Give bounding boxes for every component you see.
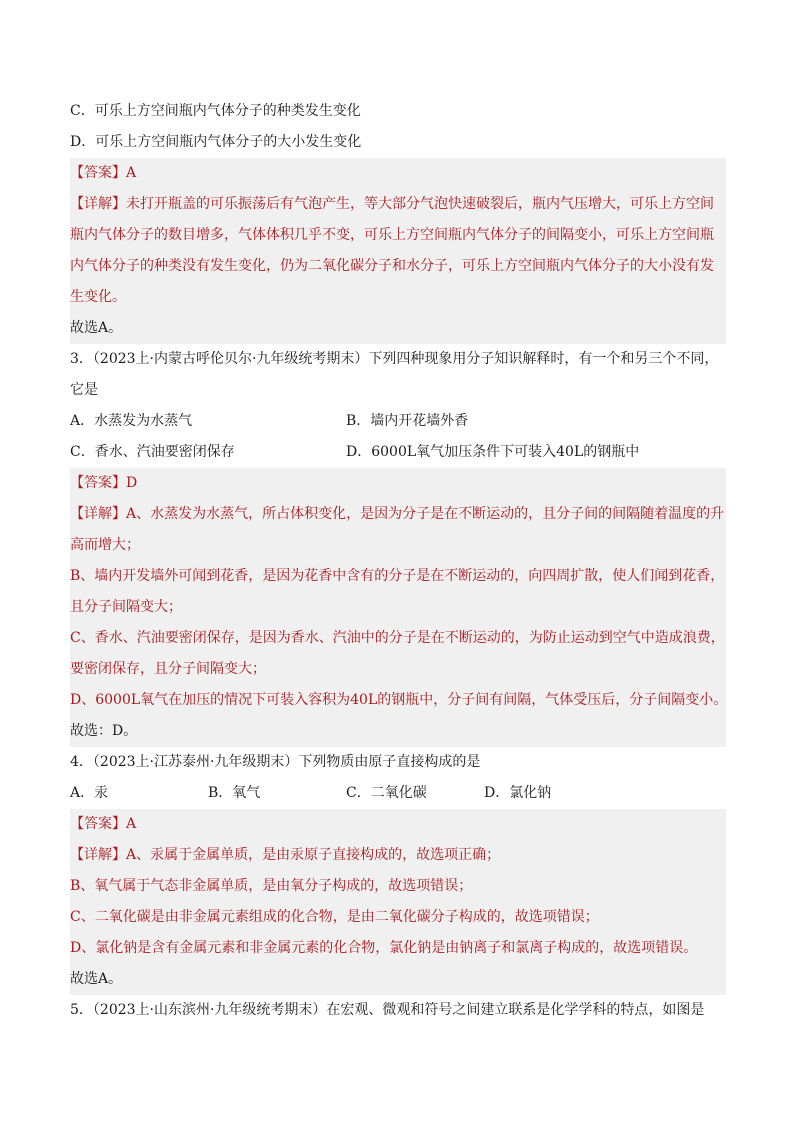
q3-detail-line-5: C、香水、汽油要密闭保存，是因为香水、汽油中的分子是在不断运动的，为防止运动到空气中造成浪费， (70, 630, 725, 646)
q2-conclusion: 故选A。 (70, 320, 123, 336)
q3-answer-line (70, 468, 726, 499)
answer-tag: 【答案】 (70, 165, 126, 181)
q3-detail-text: A、水蒸发为水蒸气，所占体积变化，是因为分子是在不断运动的，且分子间的间隔随着温度的升 (126, 506, 725, 522)
q2-detail-line-2: 瓶内气体分子的数目增多，气体体积几乎不变，可乐上方空间瓶内气体分子的间隔变小，可乐上方空间瓶 (70, 227, 714, 243)
q4-answer-block (70, 809, 726, 995)
q3-answer: D (126, 475, 138, 491)
q3-stem-line-2: 它是 (70, 382, 98, 398)
q2-option-d: D．可乐上方空间瓶内气体分子的大小发生变化 (70, 134, 362, 150)
q4-detail-line-4: D、氯化钠是含有金属元素和非金属元素的化合物，氯化钠是由钠离子和氯离子构成的，故选项错误。 (70, 940, 698, 956)
q4-option-b: B．氧气 (208, 785, 261, 801)
q3-option-a: A．水蒸发为水蒸气 (70, 413, 193, 429)
detail-tag: 【详解】 (70, 847, 126, 863)
q5-stem: 5．（2023上·山东滨州·九年级统考期末）在宏观、微观和符号之间建立联系是化学学科的特点，如图是 (70, 1002, 705, 1018)
q3-options-row-2 (70, 437, 726, 468)
q3-option-b: B．墙内开花墙外香 (346, 413, 469, 429)
q4-detail-text: A、汞属于金属单质，是由汞原子直接构成的，故选项正确； (126, 847, 501, 863)
q4-option-d: D．氯化钠 (484, 785, 552, 801)
q4-option-c: C．二氧化碳 (346, 785, 427, 801)
q2-detail-line-1 (70, 189, 726, 220)
q4-options-row (70, 778, 726, 809)
q3-answer-block (70, 468, 726, 747)
q4-answer-line (70, 809, 726, 840)
detail-tag: 【详解】 (70, 196, 126, 212)
q3-options-row-1 (70, 406, 726, 437)
q4-detail-line-1 (70, 840, 726, 871)
q3-detail-line-2: 高而增大； (70, 537, 140, 553)
answer-tag: 【答案】 (70, 816, 126, 832)
q2-detail-text: 未打开瓶盖的可乐振荡后有气泡产生，等大部分气泡快速破裂后，瓶内气压增大，可乐上方空间 (126, 196, 714, 212)
q3-detail-line-1 (70, 499, 726, 530)
answer-tag: 【答案】 (70, 475, 126, 491)
q2-detail-line-3: 内气体分子的种类没有发生变化，仍为二氧化碳分子和水分子，可乐上方空间瓶内气体分子的大小没有发 (70, 258, 714, 274)
q2-detail-line-4: 生变化。 (70, 289, 126, 305)
q3-conclusion: 故选：D。 (70, 723, 138, 739)
q3-detail-line-3: B、墙内开发墙外可闻到花香，是因为花香中含有的分子是在不断运动的，向四周扩散，使人们闻到花香， (70, 568, 725, 584)
q4-answer: A (126, 816, 137, 832)
q2-answer: A (126, 165, 137, 181)
q4-detail-line-2: B、氧气属于气态非金属单质，是由氧分子构成的，故选项错误； (70, 878, 473, 894)
q2-answer-line (70, 158, 726, 189)
q3-stem-line-1: 3．（2023上·内蒙古呼伦贝尔·九年级统考期末）下列四种现象用分子知识解释时，有一个和另三个不同， (70, 351, 719, 367)
q3-detail-line-6: 要密闭保存，且分子间隔变大； (70, 661, 266, 677)
q2-answer-block (70, 158, 726, 344)
q3-option-d: D．6000L氧气加压条件下可装入40L的钢瓶中 (346, 444, 640, 460)
q4-conclusion: 故选A。 (70, 971, 123, 987)
q4-stem: 4．（2023上·江苏泰州·九年级期末）下列物质由原子直接构成的是 (70, 754, 481, 770)
detail-tag: 【详解】 (70, 506, 126, 522)
q4-option-a: A．汞 (70, 785, 109, 801)
q4-detail-line-3: C、二氧化碳是由非金属元素组成的化合物，是由二氧化碳分子构成的，故选项错误； (70, 909, 599, 925)
q3-detail-line-7: D、6000L氧气在加压的情况下可装入容积为40L的钢瓶中，分子间有间隔，气体受压后，分子间隔变小。 (70, 692, 728, 708)
q3-option-c: C．香水、汽油要密闭保存 (70, 444, 235, 460)
q2-option-c: C．可乐上方空间瓶内气体分子的种类发生变化 (70, 103, 361, 119)
document-page (70, 96, 726, 1026)
q3-detail-line-4: 且分子间隔变大； (70, 599, 182, 615)
